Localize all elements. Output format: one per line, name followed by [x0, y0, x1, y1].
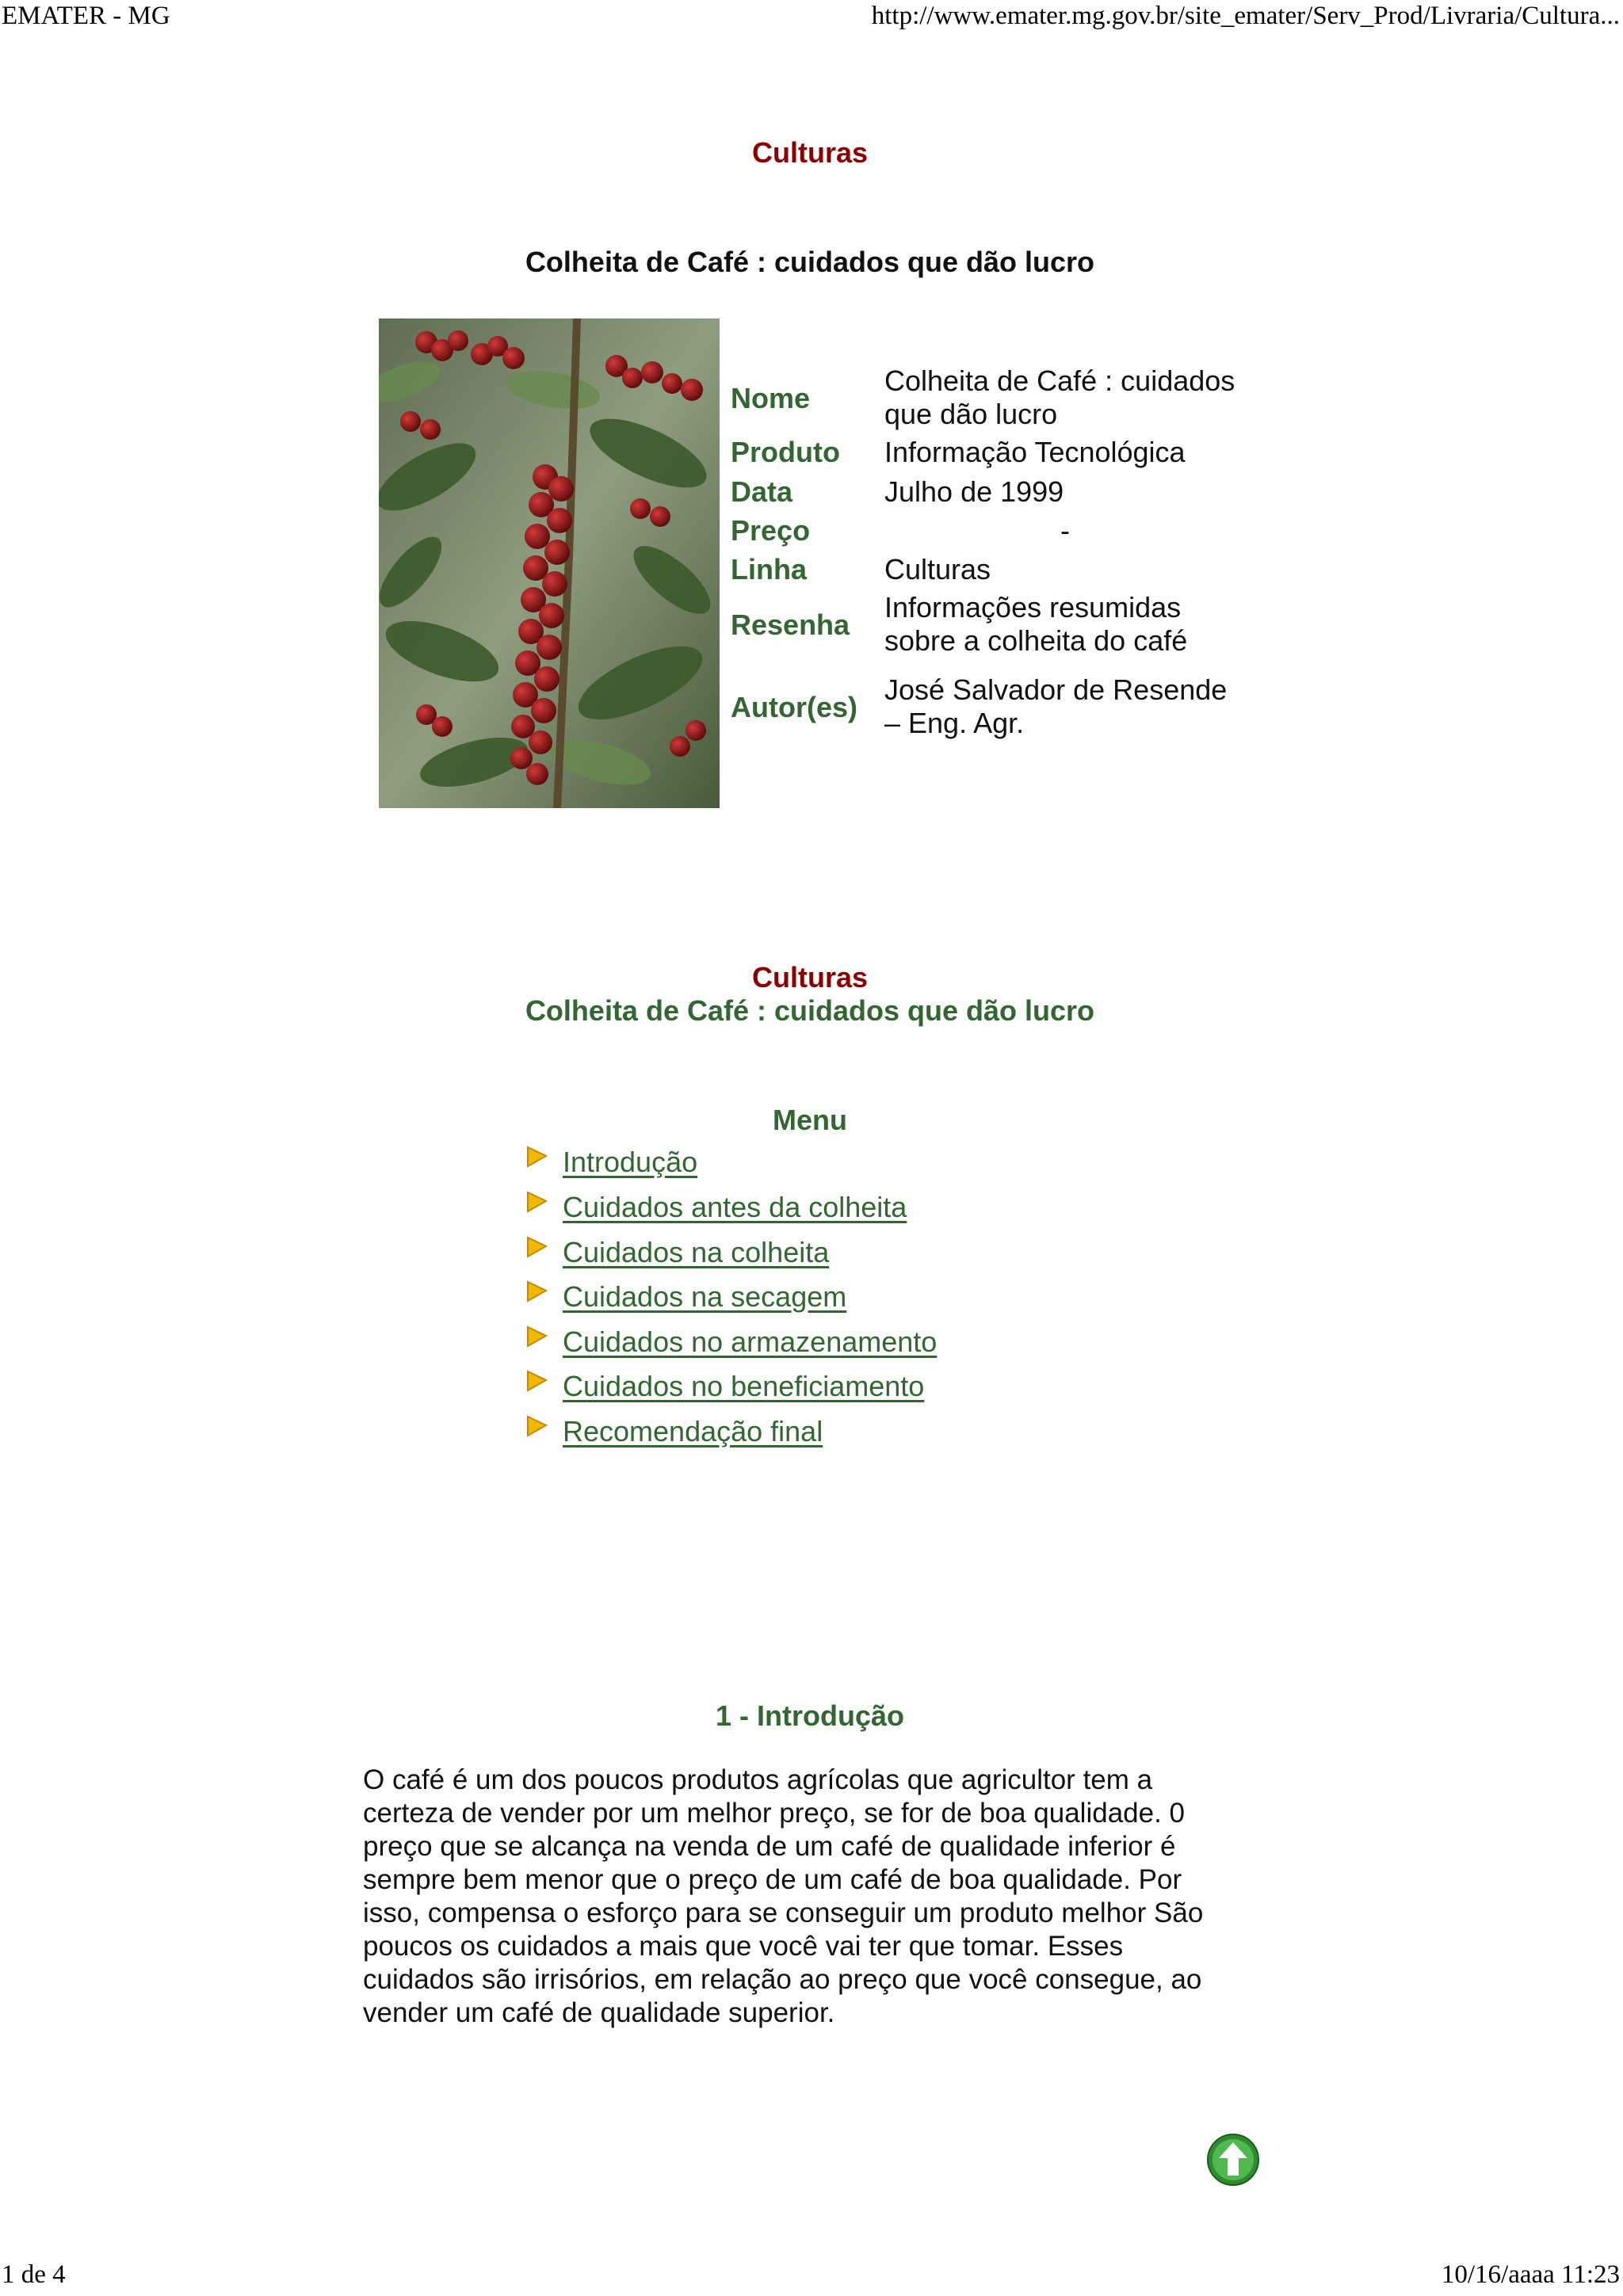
info-autor-line1: José Salvador de Resende — [884, 673, 1228, 706]
subsection-heading: Culturas — [751, 961, 869, 994]
info-autor-line2: – Eng. Agr. — [884, 707, 1025, 739]
triangle-bullet-icon — [525, 1280, 548, 1303]
intro-line: vender um café de qualidade superior. — [363, 1997, 835, 2028]
document-content — [363, 95, 1257, 2250]
info-autor-label: Autor(es) — [731, 691, 857, 723]
intro-line: poucos os cuidados a mais que você vai ter que tomar. Esses — [363, 1931, 1124, 1962]
print-site-name: EMATER - MG — [2, 2, 170, 30]
menu-link-antes-colheita[interactable]: Cuidados antes da colheita — [563, 1191, 907, 1223]
back-to-top-button[interactable] — [1206, 2133, 1260, 2187]
info-preco-label: Preço — [731, 514, 811, 547]
subsection-title: Colheita de Café : cuidados que dão lucro — [525, 994, 1095, 1027]
intro-line: preço que se alcança na venda de um café de qualidade inferior é — [363, 1831, 1176, 1862]
info-nome-value — [884, 364, 1257, 431]
info-data-value: Julho de 1999 — [884, 475, 1064, 508]
info-nome-label: Nome — [731, 382, 811, 414]
menu-item-armazenamento[interactable] — [525, 1322, 937, 1362]
menu-link-colheita[interactable]: Cuidados na colheita — [563, 1236, 830, 1268]
page-title: Colheita de Café : cuidados que dão lucro — [525, 246, 1095, 278]
info-nome-line1: Colheita de Café : cuidados — [884, 364, 1235, 397]
arrow-up-icon — [1206, 2133, 1260, 2187]
triangle-bullet-icon — [525, 1369, 548, 1393]
menu-link-armazenamento[interactable]: Cuidados no armazenamento — [563, 1325, 938, 1358]
intro-line: isso, compensa o esforço para se conseguir um produto melhor São — [363, 1897, 1204, 1928]
info-linha-label: Linha — [731, 553, 807, 585]
info-resenha-value — [884, 591, 1257, 658]
menu-link-introducao[interactable]: Introdução — [563, 1146, 698, 1178]
info-resenha-label: Resenha — [731, 608, 850, 641]
info-produto-label: Produto — [731, 436, 840, 468]
triangle-bullet-icon — [525, 1325, 548, 1348]
intro-paragraph — [363, 1764, 1257, 2030]
print-datetime: 10/16/aaaa 11:23 — [1441, 2260, 1620, 2289]
intro-line: sempre bem menor que o preço de um café de boa qualidade. Por — [363, 1864, 1182, 1895]
info-preco-value: - — [1060, 514, 1070, 547]
print-footer — [0, 2260, 1623, 2292]
coffee-branch-photo — [379, 318, 720, 808]
intro-line: cuidados são irrisórios, em relação ao preço que você consegue, ao — [363, 1964, 1202, 1995]
section-heading: Culturas — [751, 136, 869, 169]
print-page-number: 1 de 4 — [2, 2260, 66, 2289]
menu-link-recomendacao[interactable]: Recomendação final — [563, 1415, 823, 1447]
info-data-label: Data — [731, 475, 793, 508]
triangle-bullet-icon — [525, 1145, 548, 1169]
intro-line: certeza de vender por um melhor preço, se for de boa qualidade. 0 — [363, 1798, 1186, 1829]
menu-item-recomendacao[interactable] — [525, 1412, 823, 1451]
triangle-bullet-icon — [525, 1235, 548, 1259]
menu-item-beneficiamento[interactable] — [525, 1367, 924, 1406]
info-resenha-line2: sobre a colheita do café — [884, 624, 1188, 657]
menu-title: Menu — [773, 1104, 847, 1136]
info-linha-value: Culturas — [884, 553, 991, 585]
menu-link-secagem[interactable]: Cuidados na secagem — [563, 1280, 847, 1313]
triangle-bullet-icon — [525, 1414, 548, 1438]
triangle-bullet-icon — [525, 1190, 548, 1214]
menu-link-beneficiamento[interactable]: Cuidados no beneficiamento — [563, 1370, 925, 1402]
info-autor-value — [884, 673, 1257, 740]
menu-item-introducao[interactable] — [525, 1142, 697, 1182]
info-resenha-line1: Informações resumidas — [884, 591, 1182, 624]
menu-item-colheita[interactable] — [525, 1233, 829, 1272]
menu-item-antes-colheita[interactable] — [525, 1188, 907, 1227]
intro-line: O café é um dos poucos produtos agrícolas que agricultor tem a — [363, 1764, 1153, 1795]
info-nome-line2: que dão lucro — [884, 398, 1058, 430]
print-url: http://www.emater.mg.gov.br/site_emater/Serv_Prod/Livraria/Cultura... — [871, 2, 1620, 30]
menu-item-secagem[interactable] — [525, 1277, 846, 1317]
print-header — [0, 2, 1623, 33]
info-produto-value: Informação Tecnológica — [884, 436, 1186, 468]
intro-title: 1 - Introdução — [715, 1699, 904, 1732]
